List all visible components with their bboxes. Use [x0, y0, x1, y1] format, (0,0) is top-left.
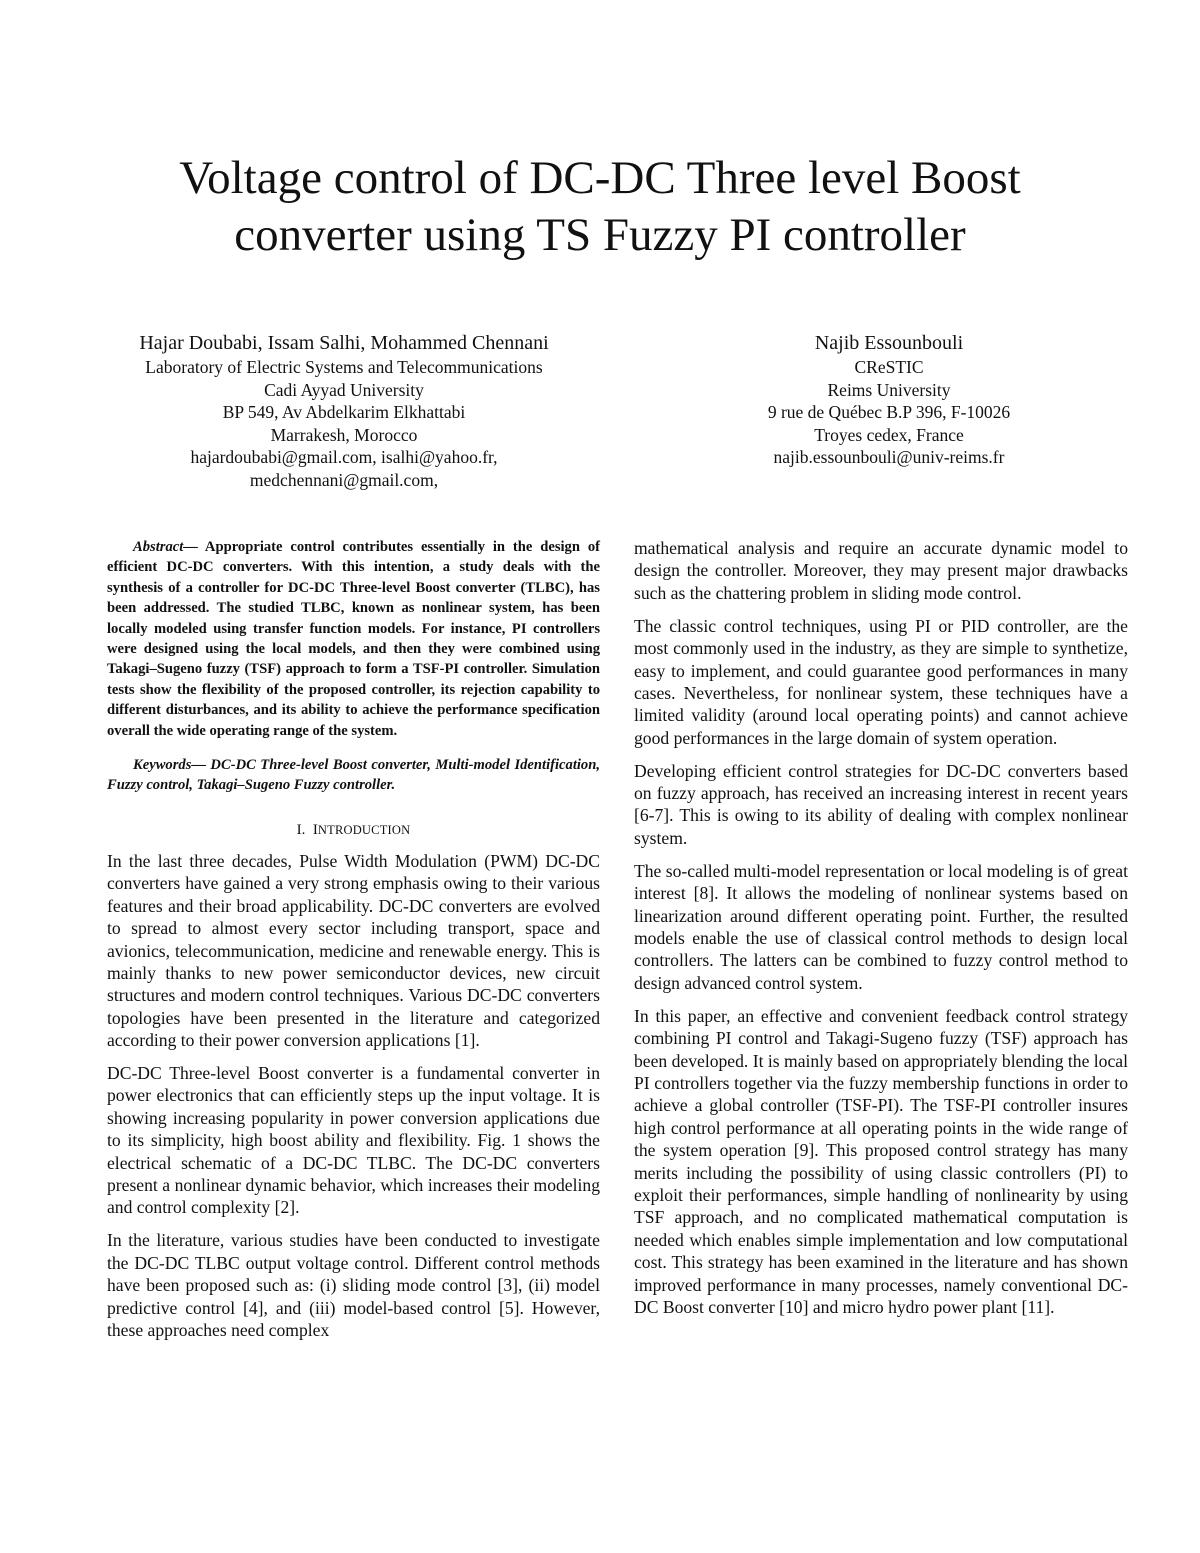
body-paragraph: mathematical analysis and require an accurate dynamic model to design the controller. Moreover, they may present major drawbacks such as the chattering problem in sliding mode control.: [634, 538, 1128, 603]
abstract-text: Appropriate control contributes essentially in the design of efficient DC-DC converters. With this intention, a study deals with the synthesis of a controller for DC-DC Three-level Boost converter (TLBC), has been addressed. The studied TLBC, known as nonlinear system, has been locally modeled using transfer function models. For instance, PI controllers were designed using the local models, and then they were combined using Takagi–Sugeno fuzzy (TSF) approach to form a TSF-PI controller. Simulation tests show the flexibility of the proposed controller, its rejection capability to different disturbances, and its ability to achieve the performance specification overall the wide operating range of the system.: [107, 539, 600, 739]
body-paragraph: The classic control techniques, using PI or PID controller, are the most commonly used in the industry, as they are simple to synthetize, easy to implement, and could guarantee good performances in many cases. Nevertheless, for nonlinear system, these techniques have a limited validity (around local operating points) and cannot achieve good performances in the large domain of system operation.: [634, 615, 1128, 748]
abstract-lead: Abstract—: [133, 539, 198, 555]
keywords: Keywords— DC-DC Three-level Boost converter, Multi-model Identification, Fuzzy control, Takagi–Sugeno Fuzzy controller.: [107, 757, 600, 794]
body-paragraph: Developing efficient control strategies for DC-DC converters based on fuzzy approach, has received an increasing interest in recent years [6-7]. This is owing to its ability of dealing with complex nonlinear system.: [634, 760, 1128, 848]
body-paragraph: In the last three decades, Pulse Width Modulation (PWM) DC-DC converters have gained a very strong emphasis owing to their various features and their broad applicability. DC-DC converters are evolved to spread to almost every sector including transport, space and avionics, telecommunication, medicine and renewable energy. This is mainly thanks to new power semiconductor devices, new circuit structures and modern control techniques. Various DC-DC converters topologies have been presented in the literature and categorized according to their power conversion applications [1].: [107, 850, 600, 1051]
body-paragraph: In the literature, various studies have been conducted to investigate the DC-DC TLBC output voltage control. Different control methods have been proposed such as: (i) sliding mode control [3], (ii) model predictive control [4], and (iii) model-based control [5]. However, these approaches need complex: [107, 1230, 600, 1340]
author-email-line: medchennani@gmail.com,: [249, 469, 439, 490]
affiliation-line: BP 549, Av Abdelkarim Elkhattabi: [222, 402, 466, 422]
paper-title: [100, 150, 1100, 264]
affiliation-line: Laboratory of Electric Systems and Telecommunications: [145, 357, 543, 377]
section-heading-introduction: [107, 820, 600, 840]
section-number: I.: [296, 821, 306, 838]
abstract: [107, 537, 600, 741]
title-line-2: converter using TS Fuzzy PI controller: [234, 209, 966, 261]
body-paragraph: The so-called multi-model representation or local modeling is of great interest [8]. It allows the modeling of nonlinear systems based on linearization around different operating point. Further, the resulted models enable the use of classical control methods to design local controllers. The latters can be combined to fuzzy control method to design advanced control system.: [634, 860, 1128, 993]
author-names-left: Hajar Doubabi, Issam Salhi, Mohammed Chennani: [139, 332, 549, 354]
title-line-1: Voltage control of DC-DC Three level Boost: [179, 152, 1021, 204]
right-column: [634, 537, 1128, 1329]
affiliation-line: Cadi Ayyad University: [264, 379, 424, 400]
body-paragraph: In this paper, an effective and convenient feedback control strategy combining PI control and Takagi-Sugeno fuzzy (TSF) approach has been developed. It is mainly based on appropriately blending the local PI controllers together via the fuzzy membership functions in order to achieve a global controller (TSF-PI). The TSF-PI controller insures high control performance at all operating points in the wide range of the system operation [9]. This proposed control strategy has many merits including the possibility of using classic controllers (PI) to exploit their performances, simple handling of nonlinearity by using TSF approach, and no complicated mathematical computation is needed which enables simple implementation and low computational cost. This strategy has been examined in the literature and has shown improved performance in many processes, namely conventional DC-DC Boost converter [10] and micro hydro power plant [11].: [634, 1005, 1128, 1317]
body-paragraph: DC-DC Three-level Boost converter is a fundamental converter in power electronics that can efficiently steps up the input voltage. It is showing increasing popularity in power conversion applications due to its simplicity, high boost ability and flexibility. Fig. 1 shows the electrical schematic of a DC-DC TLBC. The DC-DC converters present a nonlinear dynamic behavior, which increases their modeling and control complexity [2].: [107, 1063, 600, 1218]
affiliation-line: 9 rue de Québec B.P 396, F-10026: [767, 402, 1011, 422]
left-column: [107, 537, 600, 1352]
author-email-line: najib.essounbouli@univ-reims.fr: [773, 447, 1005, 467]
author-block-left: [84, 330, 604, 491]
author-block-right: [650, 330, 1128, 469]
author-names-right: Najib Essounbouli: [814, 332, 964, 354]
author-email-line: hajardoubabi@gmail.com, isalhi@yahoo.fr,: [190, 447, 498, 467]
affiliation-line: CReSTIC: [854, 357, 924, 377]
affiliation-line: Troyes cedex, France: [814, 424, 964, 445]
affiliation-line: Marrakesh, Morocco: [270, 424, 418, 445]
section-title-initial: I: [312, 821, 318, 838]
affiliation-line: Reims University: [827, 379, 951, 400]
section-title-rest: NTRODUCTION: [317, 822, 411, 837]
